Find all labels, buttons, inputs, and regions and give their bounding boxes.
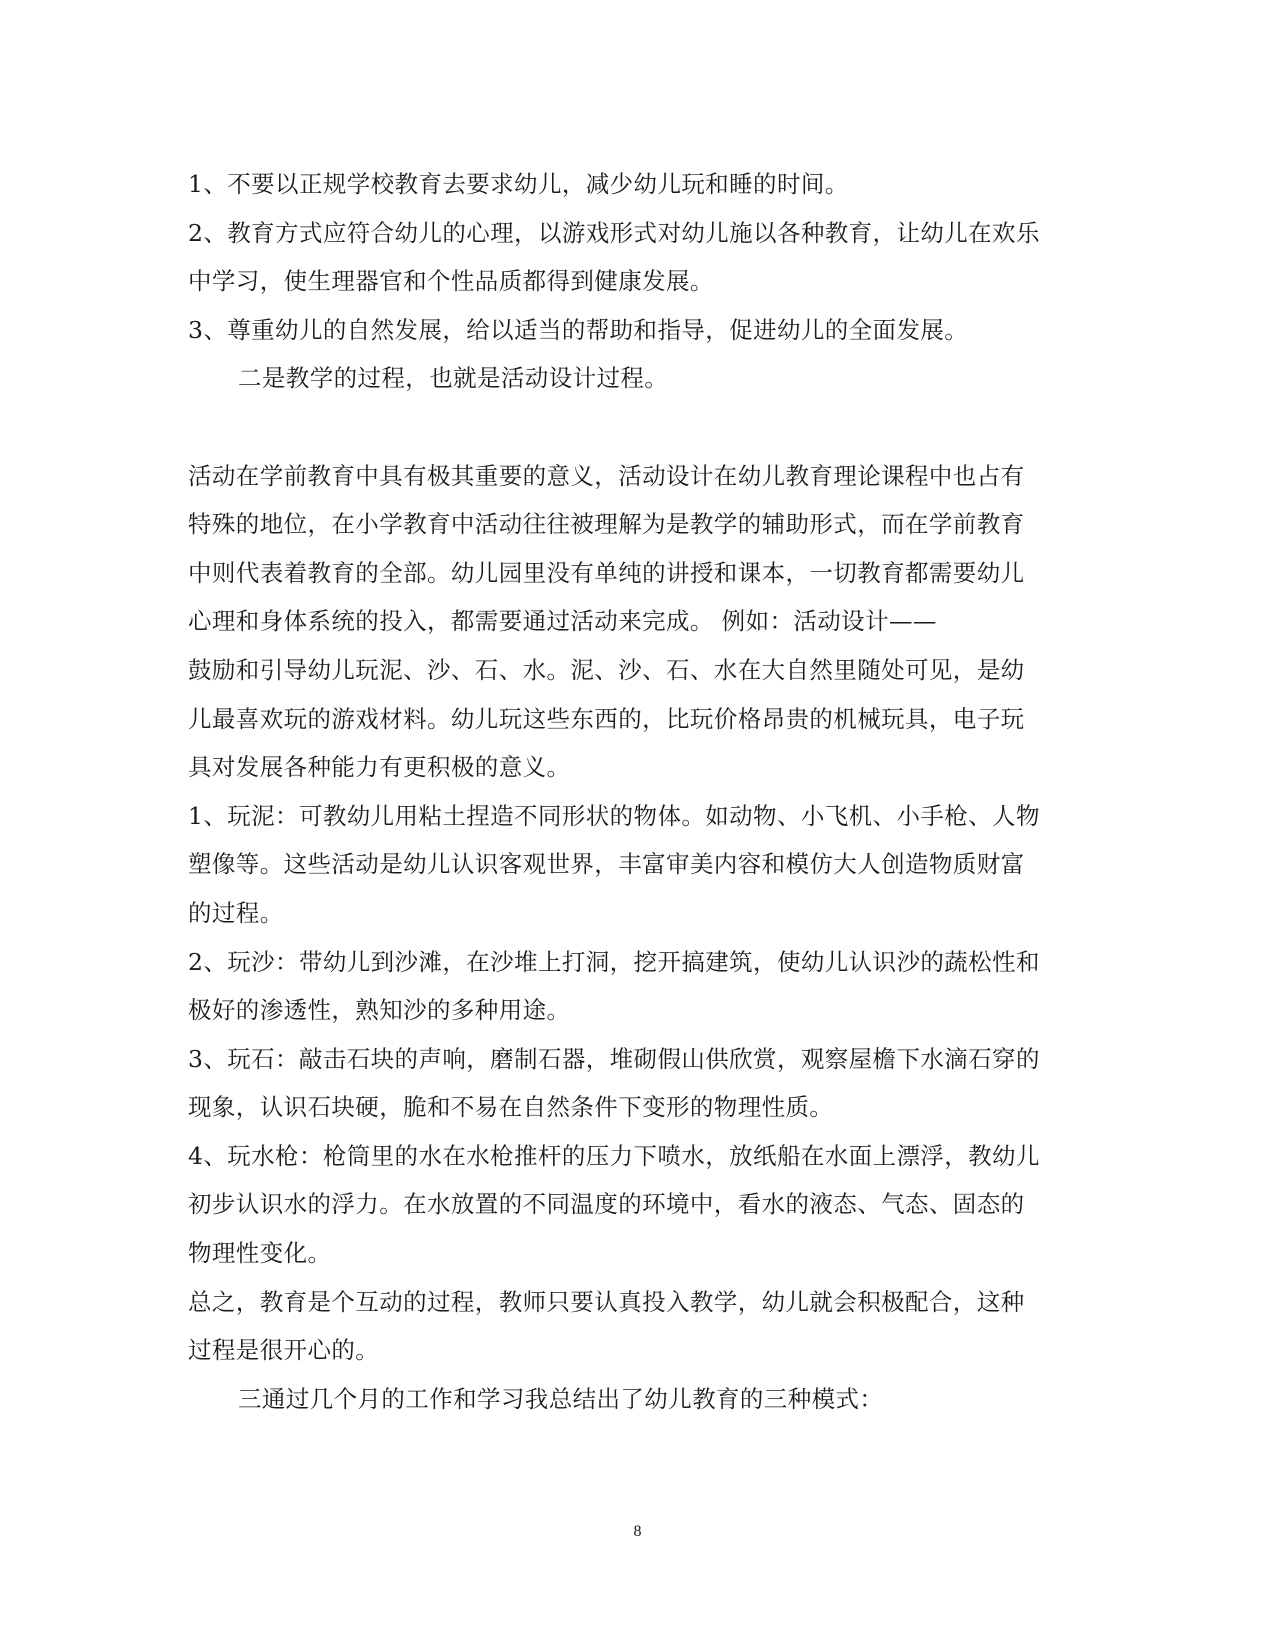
text-line: 现象，认识石块硬，脆和不易在自然条件下变形的物理性质。 xyxy=(188,1093,834,1122)
text-line: 的过程。 xyxy=(188,898,284,927)
text-line: 3、玩石：敲击石块的声响，磨制石器，堆砌假山供欣赏，观察屋檐下水滴石穿的 xyxy=(188,1044,1040,1073)
section-heading: 二是教学的过程，也就是活动设计过程。 xyxy=(238,364,669,393)
text-line: 1、不要以正规学校教育去要求幼儿，减少幼儿玩和睡的时间。 xyxy=(188,170,849,198)
text-line: 具对发展各种能力有更积极的意义。 xyxy=(188,753,571,782)
text-line: 心理和身体系统的投入，都需要通过活动来完成。 例如：活动设计—— xyxy=(188,607,937,636)
text-line: 初步认识水的浮力。在水放置的不同温度的环境中，看水的液态、气态、固态的 xyxy=(188,1190,1025,1219)
text-line: 1、玩泥：可教幼儿用粘土捏造不同形状的物体。如动物、小飞机、小手枪、人物 xyxy=(188,801,1040,830)
page-number: 8 xyxy=(633,1523,642,1540)
text-line: 2、教育方式应符合幼儿的心理，以游戏形式对幼儿施以各种教育，让幼儿在欢乐 xyxy=(188,218,1040,247)
text-line: 特殊的地位，在小学教育中活动往往被理解为是教学的辅助形式，而在学前教育 xyxy=(188,510,1025,539)
text-line: 2、玩沙：带幼儿到沙滩，在沙堆上打洞，挖开搞建筑，使幼儿认识沙的蔬松性和 xyxy=(188,947,1040,976)
text-line: 过程是很开心的。 xyxy=(188,1336,380,1365)
blank-line xyxy=(188,403,1088,452)
text-line: 总之，教育是个互动的过程，教师只要认真投入教学，幼儿就会积极配合，这种 xyxy=(188,1287,1025,1316)
text-line: 物理性变化。 xyxy=(188,1239,332,1268)
text-line: 3、尊重幼儿的自然发展，给以适当的帮助和指导，促进幼儿的全面发展。 xyxy=(188,315,969,344)
text-line: 活动在学前教育中具有极其重要的意义，活动设计在幼儿教育理论课程中也占有 xyxy=(188,461,1025,490)
document-body xyxy=(188,160,1088,1423)
text-line: 塑像等。这些活动是幼儿认识客观世界，丰富审美内容和模仿大人创造物质财富 xyxy=(188,850,1025,879)
text-line: 中学习，使生理器官和个性品质都得到健康发展。 xyxy=(188,267,714,296)
text-line: 儿最喜欢玩的游戏材料。幼儿玩这些东西的，比玩价格昂贵的机械玩具，电子玩 xyxy=(188,704,1025,733)
text-line: 中则代表着教育的全部。幼儿园里没有单纯的讲授和课本，一切教育都需要幼儿 xyxy=(188,558,1025,587)
text-line: 极好的渗透性，熟知沙的多种用途。 xyxy=(188,996,571,1025)
text-line: 4、玩水枪：枪筒里的水在水枪推杆的压力下喷水，放纸船在水面上漂浮，教幼儿 xyxy=(188,1141,1040,1170)
section-heading: 三通过几个月的工作和学习我总结出了幼儿教育的三种模式： xyxy=(238,1384,884,1413)
text-line: 鼓励和引导幼儿玩泥、沙、石、水。泥、沙、石、水在大自然里随处可见，是幼 xyxy=(188,655,1025,684)
